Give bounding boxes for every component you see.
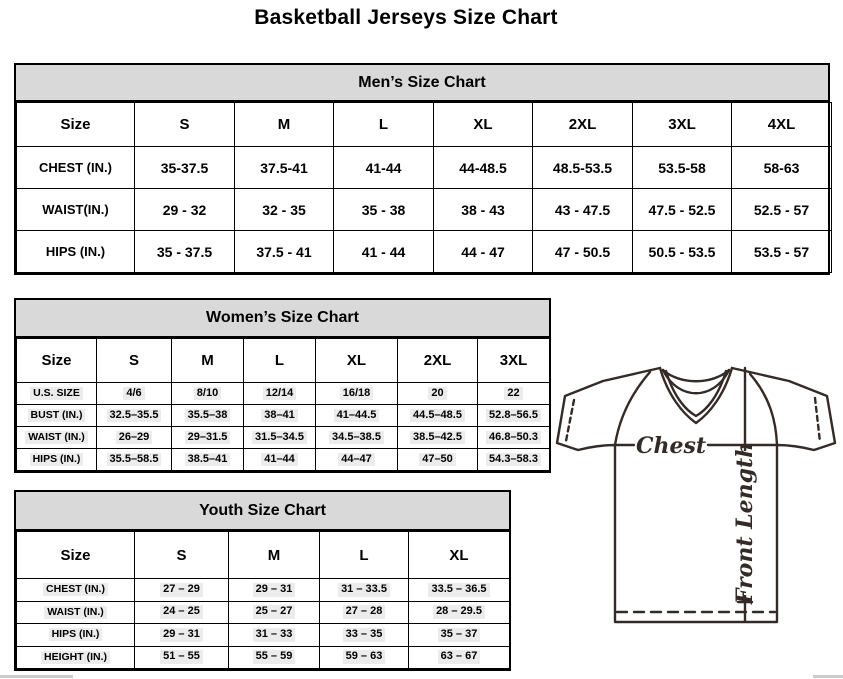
womens-row-label-text: WAIST (IN.): [25, 431, 88, 444]
youth-value-cell: [409, 624, 510, 647]
womens-value-cell: [172, 405, 244, 427]
womens-value-text: 38.5–41: [185, 453, 231, 467]
mens-value-text: 41-44: [365, 159, 402, 176]
mens-row-label-text: HIPS (IN.): [45, 244, 106, 259]
mens-value-cell: [135, 189, 235, 231]
womens-row-label: [17, 427, 97, 449]
left-cuff-dashed-line: [566, 400, 574, 441]
youth-column-header: S: [135, 532, 229, 579]
mens-value-text: 43 - 47.5: [554, 201, 611, 218]
womens-value-cell: [398, 449, 478, 471]
youth-value-text: 31 – 33: [253, 628, 296, 642]
bottom-right-artifact: [813, 675, 843, 678]
womens-column-header: 3XL: [478, 339, 550, 383]
youth-value-text: 29 – 31: [253, 583, 296, 597]
right-sleeve-seam: [750, 374, 777, 445]
womens-row-label-text: U.S. SIZE: [30, 387, 83, 400]
womens-chart-title: Women’s Size Chart: [16, 300, 549, 338]
womens-value-cell: [478, 405, 550, 427]
youth-value-text: 35 – 37: [438, 628, 481, 642]
youth-row-label-text: HEIGHT (IN.): [41, 651, 110, 664]
mens-column-header: S: [135, 103, 235, 147]
mens-value-text: 32 - 35: [262, 201, 306, 218]
womens-value-text: 22: [504, 387, 522, 401]
womens-value-cell: [172, 427, 244, 449]
mens-value-cell: [235, 189, 334, 231]
youth-value-cell: [320, 646, 409, 669]
youth-value-text: 27 – 29: [160, 583, 203, 597]
womens-value-text: 46.8–50.3: [486, 431, 541, 445]
mens-value-cell: [633, 231, 732, 273]
youth-row-label-text: WAIST (IN.): [44, 606, 107, 619]
youth-row-label: [17, 601, 135, 624]
womens-value-text: 4/6: [123, 387, 144, 401]
mens-value-cell: [334, 189, 434, 231]
mens-column-header: 3XL: [633, 103, 732, 147]
mens-value-text: 50.5 - 53.5: [648, 243, 716, 260]
mens-value-cell: [434, 189, 533, 231]
mens-value-text: 35 - 37.5: [156, 243, 213, 260]
jersey-measurement-diagram: [550, 355, 843, 645]
womens-value-text: 52.8–56.5: [486, 409, 541, 423]
mens-value-text: 29 - 32: [162, 201, 207, 218]
womens-value-cell: [244, 449, 316, 471]
womens-row-label: [17, 449, 97, 471]
womens-value-cell: [97, 405, 172, 427]
mens-value-cell: [533, 147, 633, 189]
womens-header-row: [17, 339, 550, 383]
jersey-outline: [557, 368, 835, 622]
womens-value-cell: [316, 449, 398, 471]
youth-value-cell: [320, 579, 409, 602]
womens-value-text: 38–41: [261, 409, 298, 423]
womens-value-text: 12/14: [263, 387, 297, 401]
mens-value-cell: [533, 189, 633, 231]
womens-table-row: [17, 383, 550, 405]
youth-value-text: 28 – 29.5: [433, 605, 485, 619]
youth-value-text: 55 – 59: [253, 650, 296, 664]
womens-value-cell: [316, 383, 398, 405]
womens-value-text: 20: [428, 387, 446, 401]
youth-size-table: [16, 531, 510, 669]
youth-value-text: 31 – 33.5: [338, 583, 390, 597]
mens-column-header: 4XL: [732, 103, 832, 147]
womens-column-header: S: [97, 339, 172, 383]
womens-row-label-text: HIPS (IN.): [30, 453, 84, 466]
youth-table-row: [17, 624, 510, 647]
mens-value-cell: [334, 147, 434, 189]
mens-value-text: 53.5-58: [658, 159, 706, 176]
youth-column-header: M: [229, 532, 320, 579]
mens-column-header: M: [235, 103, 334, 147]
right-cuff-dashed-line: [815, 398, 820, 442]
youth-row-label-text: CHEST (IN.): [43, 583, 108, 596]
youth-value-cell: [229, 646, 320, 669]
womens-value-cell: [478, 449, 550, 471]
womens-value-text: 47–50: [419, 453, 456, 467]
mens-row-label-text: WAIST(IN.): [42, 202, 109, 217]
womens-value-cell: [316, 405, 398, 427]
womens-row-label: [17, 383, 97, 405]
womens-value-text: 8/10: [194, 387, 221, 401]
womens-table-row: [17, 427, 550, 449]
youth-value-cell: [229, 579, 320, 602]
womens-row-label-text: BUST (IN.): [28, 409, 86, 422]
collar-back-arc-1: [663, 370, 729, 381]
mens-column-header: L: [334, 103, 434, 147]
womens-value-cell: [398, 405, 478, 427]
youth-row-label: [17, 624, 135, 647]
youth-value-text: 59 – 63: [343, 650, 386, 664]
mens-value-cell: [235, 231, 334, 273]
youth-column-header: L: [320, 532, 409, 579]
mens-value-text: 58-63: [763, 159, 800, 176]
mens-value-text: 53.5 - 57: [753, 243, 810, 260]
womens-value-cell: [244, 405, 316, 427]
mens-value-cell: [633, 189, 732, 231]
youth-value-cell: [229, 601, 320, 624]
mens-value-text: 35-37.5: [160, 159, 209, 176]
mens-value-text: 37.5-41: [260, 159, 308, 176]
womens-value-cell: [398, 427, 478, 449]
mens-value-text: 47 - 50.5: [554, 243, 611, 260]
mens-value-text: 35 - 38: [361, 201, 406, 218]
womens-table-row: [17, 405, 550, 427]
youth-size-chart: [14, 490, 511, 671]
youth-column-header: Size: [17, 532, 135, 579]
mens-value-cell: [334, 231, 434, 273]
mens-value-cell: [135, 231, 235, 273]
womens-value-cell: [478, 427, 550, 449]
mens-header-row: [17, 103, 832, 147]
youth-value-cell: [135, 646, 229, 669]
youth-row-label: [17, 579, 135, 602]
mens-value-cell: [732, 189, 832, 231]
mens-column-header: XL: [434, 103, 533, 147]
mens-value-cell: [135, 147, 235, 189]
youth-column-header: XL: [409, 532, 510, 579]
youth-row-label-text: HIPS (IN.): [49, 628, 103, 641]
bottom-left-artifact: [0, 675, 73, 678]
womens-value-text: 16/18: [340, 387, 374, 401]
mens-row-label-text: CHEST (IN.): [39, 160, 112, 175]
youth-value-cell: [320, 601, 409, 624]
mens-table-row: [17, 147, 832, 189]
mens-value-cell: [732, 231, 832, 273]
mens-value-text: 41 - 44: [361, 243, 406, 260]
mens-table-row: [17, 231, 832, 273]
womens-value-text: 54.3–58.3: [486, 453, 541, 467]
youth-value-cell: [409, 601, 510, 624]
youth-value-text: 25 – 27: [253, 605, 296, 619]
youth-table-row: [17, 579, 510, 602]
youth-value-cell: [135, 601, 229, 624]
youth-value-text: 29 – 31: [160, 628, 203, 642]
womens-value-cell: [97, 383, 172, 405]
mens-size-table: [16, 102, 832, 273]
womens-size-chart: [14, 298, 551, 473]
womens-value-cell: [97, 449, 172, 471]
mens-size-chart: [14, 63, 830, 275]
mens-row-label: [17, 231, 135, 273]
womens-value-cell: [244, 383, 316, 405]
womens-value-text: 35.5–38: [185, 409, 231, 423]
womens-value-text: 34.5–38.5: [329, 431, 384, 445]
womens-column-header: XL: [316, 339, 398, 383]
mens-value-text: 47.5 - 52.5: [648, 201, 716, 218]
mens-value-cell: [434, 231, 533, 273]
youth-value-text: 63 – 67: [438, 650, 481, 664]
womens-value-cell: [97, 427, 172, 449]
womens-value-cell: [316, 427, 398, 449]
womens-value-text: 32.5–35.5: [107, 409, 162, 423]
youth-table-row: [17, 646, 510, 669]
womens-value-text: 38.5–42.5: [410, 431, 465, 445]
youth-value-cell: [320, 624, 409, 647]
mens-value-cell: [732, 147, 832, 189]
mens-value-cell: [633, 147, 732, 189]
womens-value-text: 31.5–34.5: [252, 431, 307, 445]
mens-value-cell: [434, 147, 533, 189]
womens-value-cell: [478, 383, 550, 405]
womens-value-cell: [172, 449, 244, 471]
youth-value-text: 33.5 – 36.5: [428, 583, 489, 597]
womens-value-text: 35.5–58.5: [107, 453, 162, 467]
womens-value-text: 44.5–48.5: [410, 409, 465, 423]
front-length-label: Front Length: [732, 441, 758, 605]
youth-value-cell: [409, 646, 510, 669]
womens-value-text: 44–47: [338, 453, 375, 467]
mens-value-text: 48.5-53.5: [552, 159, 613, 176]
youth-value-cell: [229, 624, 320, 647]
mens-value-cell: [533, 231, 633, 273]
womens-value-text: 29–31.5: [185, 431, 231, 445]
youth-chart-title: Youth Size Chart: [16, 492, 509, 531]
womens-column-header: Size: [17, 339, 97, 383]
youth-row-label: [17, 646, 135, 669]
youth-header-row: [17, 532, 510, 579]
youth-value-text: 24 – 25: [160, 605, 203, 619]
mens-column-header: 2XL: [533, 103, 633, 147]
mens-value-text: 44 - 47: [461, 243, 505, 260]
mens-value-text: 37.5 - 41: [256, 243, 312, 260]
womens-column-header: 2XL: [398, 339, 478, 383]
chest-label: Chest: [635, 433, 707, 459]
youth-value-text: 27 – 28: [343, 605, 386, 619]
youth-table-row: [17, 601, 510, 624]
mens-row-label: [17, 189, 135, 231]
womens-size-table: [16, 338, 550, 471]
mens-value-text: 52.5 - 57: [753, 201, 810, 218]
page-title: Basketball Jerseys Size Chart: [254, 6, 558, 29]
mens-row-label: [17, 147, 135, 189]
mens-value-text: 38 - 43: [461, 201, 505, 218]
womens-row-label: [17, 405, 97, 427]
youth-value-cell: [409, 579, 510, 602]
womens-value-text: 41–44: [261, 453, 298, 467]
womens-value-cell: [398, 383, 478, 405]
mens-value-cell: [235, 147, 334, 189]
youth-value-cell: [135, 579, 229, 602]
womens-value-text: 26–29: [116, 431, 153, 445]
mens-value-text: 44-48.5: [459, 159, 507, 176]
womens-value-cell: [172, 383, 244, 405]
womens-column-header: M: [172, 339, 244, 383]
mens-table-row: [17, 189, 832, 231]
mens-column-header: Size: [17, 103, 135, 147]
womens-value-cell: [244, 427, 316, 449]
womens-column-header: L: [244, 339, 316, 383]
youth-value-text: 51 – 55: [160, 650, 203, 664]
youth-value-cell: [135, 624, 229, 647]
womens-table-row: [17, 449, 550, 471]
womens-value-text: 41–44.5: [334, 409, 380, 423]
mens-chart-title: Men’s Size Chart: [16, 65, 828, 102]
youth-value-text: 33 – 35: [343, 628, 386, 642]
